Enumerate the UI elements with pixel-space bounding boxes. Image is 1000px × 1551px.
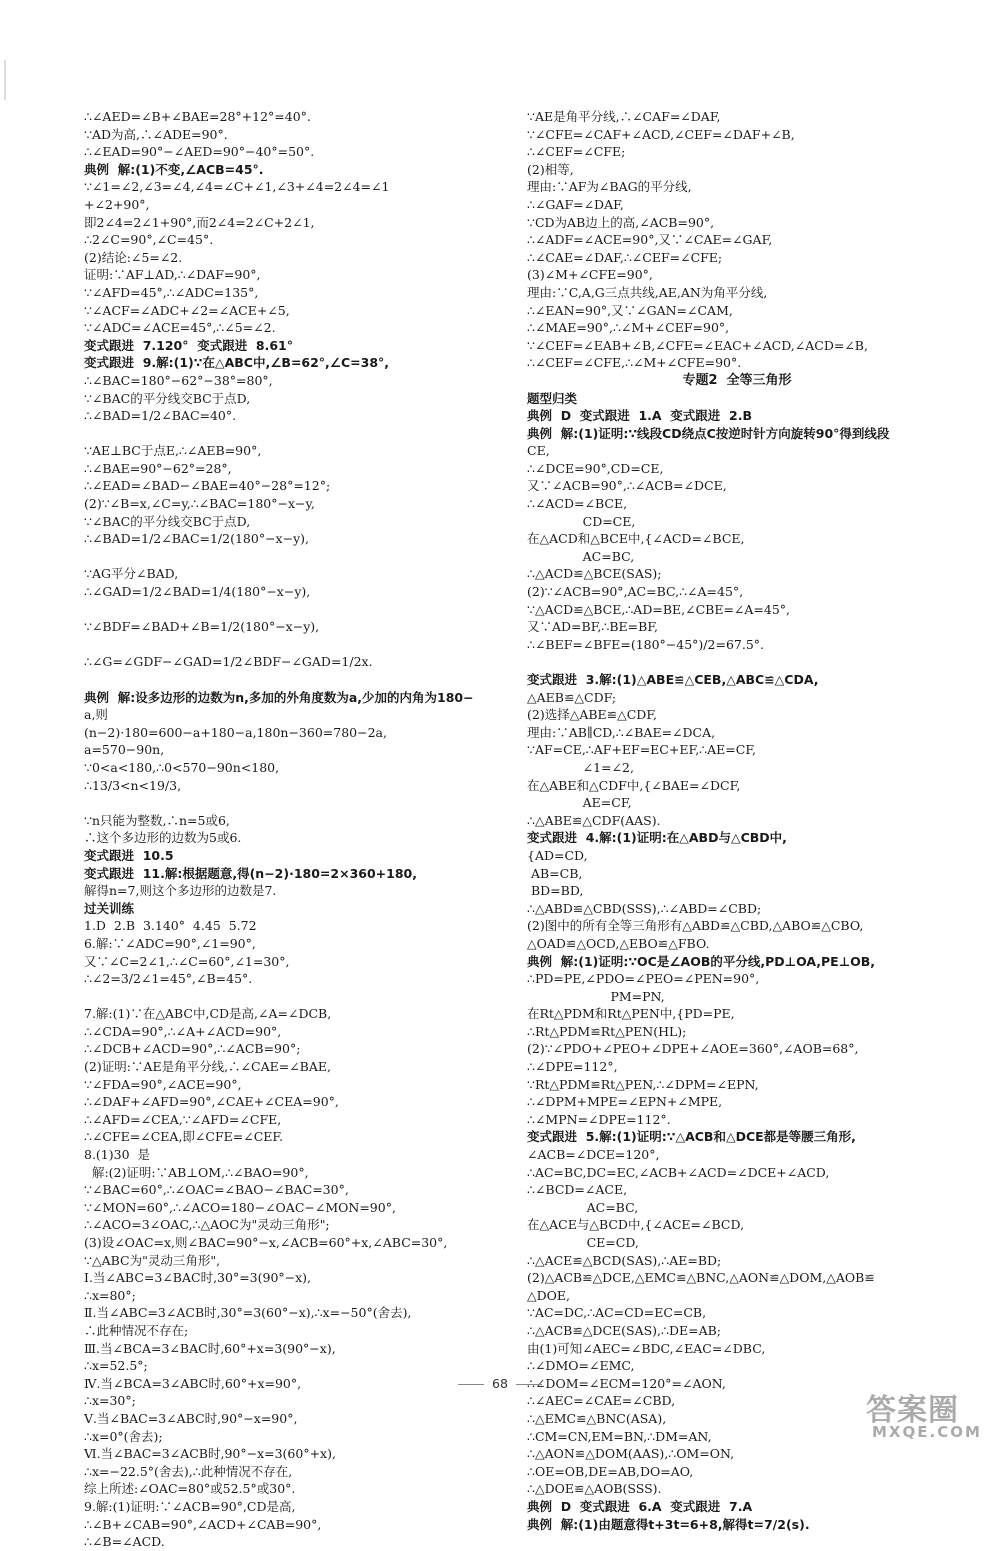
text-line: ∵AE⊥BC于点E,∴∠AEB=90°,	[84, 443, 262, 459]
watermark-logo	[862, 1383, 982, 1447]
text-line: 8.(1)30 是	[84, 1147, 150, 1163]
text-line: 又∵∠C=2∠1,∴∠C=60°,∠1=30°,	[84, 953, 290, 969]
text-line: ∴△EMC≌△BNC(ASA),	[527, 1410, 667, 1426]
text-line: ∴∠2=3/2∠1=45°,∠B=45°.	[84, 971, 253, 987]
text-line: 典例 解:(1)证明:∵OC是∠AOB的平分线,PD⊥OA,PE⊥OB,	[527, 953, 876, 969]
binding-mark	[4, 60, 6, 100]
text-line: 题型归类	[527, 390, 578, 406]
text-line: 典例 解:(1)不变,∠ACB=45°.	[84, 161, 264, 177]
text-line: CE=CD,	[527, 1235, 639, 1250]
watermark-url: MXQE.COM	[872, 1423, 982, 1441]
text-line: ∴∠DMO=∠EMC,	[527, 1358, 635, 1374]
text-line: a=570−90n,	[84, 742, 165, 758]
text-line: PM=PN,	[527, 988, 665, 1004]
text-line: ∴△ACB≌△DCE(SAS),∴DE=AB;	[527, 1322, 722, 1338]
text-line: ∵0<a<180,∴0<570−90n<180,	[84, 759, 280, 775]
text-line: Ⅳ.当∠BCA=3∠ABC时,60°+x=90°,	[84, 1375, 302, 1391]
text-line: (3)∠M+∠CFE=90°,	[527, 267, 653, 283]
text-line: △OAD≌△OCD,△EBO≌△FBO.	[527, 935, 710, 951]
text-line: 典例 解:(1)证明:∵线段CD绕点C按逆时针方向旋转90°得到线段	[527, 425, 890, 441]
text-line: ∴∠BAC=180°−62°−38°=80°,	[84, 372, 273, 388]
text-line: ∴∠EAD=∠BAD−∠BAE=40°−28°=12°;	[84, 478, 331, 494]
text-line: ∵△ABC为"灵动三角形",	[84, 1252, 221, 1268]
text-line: 变式跟进 3.解:(1)△ABE≌△CEB,△ABC≌△CDA,	[527, 672, 819, 687]
text-line: (2)△ACB≌△DCE,△EMC≌△BNC,△AON≌△DOM,△AOB≌	[527, 1270, 875, 1286]
page-number-dash-right	[516, 1384, 542, 1385]
text-line: Ⅱ.当∠ABC=3∠ACB时,30°=3(60°−x),∴x=−50°(舍去),	[84, 1305, 412, 1321]
text-line: ∴此种情况不存在;	[84, 1322, 189, 1338]
text-line: Ⅴ.当∠BAC=3∠ABC时,90°−x=90°,	[84, 1410, 298, 1426]
text-line: ∵∠1=∠2,∠3=∠4,∠4=∠C+∠1,∠3+∠4=2∠4=∠1	[84, 179, 390, 195]
text-line: ∴∠CFE=∠CEA,即∠CFE=∠CEF.	[84, 1129, 284, 1145]
text-line: Ⅵ.当∠BAC=3∠ACB时,90°−x=3(60°+x),	[84, 1446, 336, 1462]
watermark-text: 答案圈	[866, 1393, 959, 1428]
text-line: 理由:∵C,A,G三点共线,AE,AN为角平分线,	[527, 284, 768, 300]
text-line: ∴∠CDA=90°,∴∠A+∠ACD=90°,	[84, 1023, 282, 1039]
text-line: ∴∠CEF=∠CFE,∴∠M+∠CFE=90°.	[527, 355, 742, 371]
text-line: 6.解:∵∠ADC=90°,∠1=90°,	[84, 935, 256, 951]
text-line: ∴∠DCE=90°,CD=CE,	[527, 460, 664, 476]
text-line	[84, 548, 496, 566]
text-line: 在△ACD和△BCE中,{∠ACD=∠BCE,	[527, 531, 745, 547]
text-line: 典例 解:(1)由题意得t+3t=6+8,解得t=7/2(s).	[527, 1516, 810, 1532]
text-line: ∴∠BAD=1/2∠BAC=1/2(180°−x−y),	[84, 531, 309, 547]
text-line: 典例 解:设多边形的边数为n,多加的外角度数为a,少加的内角为180−	[84, 689, 474, 705]
text-line: 专题2 全等三角形	[682, 372, 792, 388]
text-line: ∴∠AED=∠B+∠BAE=28°+12°=40°.	[84, 109, 311, 124]
text-line: 1.D 2.B 3.140° 4.45 5.72	[84, 918, 257, 934]
text-line: ∵∠BAC的平分线交BC于点D,	[84, 513, 251, 529]
text-line: (2)∵∠B=x,∠C=y,∴∠BAC=180°−x−y,	[84, 496, 315, 512]
text-line: 在Rt△PDM和Rt△PEN中,{PD=PE,	[527, 1006, 735, 1022]
text-line: ∴这个多边形的边数为5或6.	[84, 830, 242, 846]
text-line: ∴∠EAD=90°−∠AED=90°−40°=50°.	[84, 144, 315, 160]
text-line: 理由:∵AF为∠BAG的平分线,	[527, 179, 692, 195]
text-line: 即2∠4=2∠1+90°,而2∠4=2∠C+2∠1,	[84, 214, 315, 230]
text-line: ∵AD为高,∴∠ADE=90°.	[84, 126, 228, 142]
text-line: CD=CE,	[527, 513, 636, 529]
text-line: 变式跟进 9.解:(1)∵在△ABC中,∠B=62°,∠C=38°,	[84, 355, 390, 371]
text-line: AE=CF,	[527, 795, 632, 811]
text-line: ∵∠BAC的平分线交BC于点D,	[84, 390, 251, 406]
text-line: 变式跟进 5.解:(1)证明:∵△ACB和△DCE都是等腰三角形,	[527, 1129, 856, 1145]
text-line	[84, 425, 496, 443]
text-line: △AEB≌△CDF;	[527, 689, 617, 705]
text-line: ∵∠CEF=∠EAB+∠B,∠CFE=∠EAC+∠ACD,∠ACD=∠B,	[527, 337, 868, 353]
text-line: ∵∠ACF=∠ADC+∠2=∠ACE+∠5,	[84, 302, 290, 318]
text-line: (2)∵∠PDO+∠PEO+∠DPE+∠AOE=360°,∠AOB=68°,	[527, 1041, 859, 1057]
text-line: ∴x=52.5°;	[84, 1358, 148, 1374]
page-number-text: 68	[492, 1376, 508, 1391]
text-line: △DOE,	[527, 1287, 570, 1303]
text-line: ∴∠DCB+∠ACD=90°,∴∠ACB=90°;	[84, 1041, 301, 1057]
right-column	[527, 108, 947, 1533]
text-line: ∵△ACD≌△BCE,∴AD=BE,∠CBE=∠A=45°,	[527, 601, 791, 617]
text-line: (2)证明:∵AE是角平分线,∴∠CAE=∠BAE,	[84, 1059, 331, 1075]
text-line: ∵∠MON=60°,∴∠ACO=180−∠OAC−∠MON=90°,	[84, 1199, 396, 1215]
text-line: 由(1)可知∠AEC=∠BDC,∠EAC=∠DBC,	[527, 1340, 766, 1356]
text-line: ∵AC=DC,∴AC=CD=EC=CB,	[527, 1305, 707, 1321]
text-line: ∵∠BDF=∠BAD+∠B=1/2(180°−x−y),	[84, 619, 320, 635]
text-line: ∴Rt△PDM≌Rt△PEN(HL);	[527, 1023, 687, 1039]
text-line: ∴△ACD≌△BCE(SAS);	[527, 566, 662, 582]
text-line: 又∵∠ACB=90°,∴∠ACB=∠DCE,	[527, 478, 727, 494]
text-line: ∴∠MAE=90°,∴∠M+∠CEF=90°,	[527, 320, 730, 336]
text-line: ∴∠AEC=∠CAE=∠CBD,	[527, 1393, 676, 1409]
text-line: ∴∠BEF=∠BFE=(180°−45°)/2=67.5°.	[527, 636, 764, 652]
text-line: ∴∠DOM=∠ECM=120°=∠AON,	[527, 1375, 726, 1391]
page-number-dash-left	[458, 1384, 484, 1385]
text-line: CE,	[527, 443, 550, 459]
text-line: ∵AG平分∠BAD,	[84, 566, 179, 582]
text-line: ∴∠CAE=∠DAF,∴∠CEF=∠CFE;	[527, 249, 723, 265]
text-line	[84, 671, 496, 689]
text-line: ∴△ACE≌△BCD(SAS),∴AE=BD;	[527, 1252, 722, 1268]
text-line: ∴∠DPM+MPE=∠EPN+∠MPE,	[527, 1094, 723, 1110]
text-line: {AD=CD,	[527, 847, 588, 863]
text-line: 变式跟进 4.解:(1)证明:在△ABD与△CBD中,	[527, 830, 787, 846]
text-line: ∴∠B=∠ACD.	[84, 1534, 165, 1550]
text-line: (3)设∠OAC=x,则∠BAC=90°−x,∠ACB=60°+x,∠ABC=30°,	[84, 1235, 448, 1250]
text-line: a,则	[84, 707, 108, 723]
text-line: 7.解:(1)∵在△ABC中,CD是高,∠A=∠DCB,	[84, 1006, 332, 1022]
text-line: ∠1=∠2,	[527, 759, 634, 775]
text-line: AC=BC,	[527, 1199, 639, 1215]
text-line	[84, 794, 496, 812]
text-line: ∴∠BCD=∠ACE,	[527, 1182, 628, 1198]
text-line: 解:(2)证明:∵AB⊥OM,∴∠BAO=90°,	[84, 1164, 309, 1180]
text-line: ∴∠BAD=1/2∠BAC=40°.	[84, 408, 237, 424]
text-line: (2)相等,	[527, 161, 574, 177]
text-line: (n−2)·180=600−a+180−a,180n−360=780−2a,	[84, 724, 387, 740]
text-line: Ⅰ.当∠ABC=3∠BAC时,30°=3(90°−x),	[84, 1270, 312, 1286]
text-line: ∴∠ACD=∠BCE,	[527, 496, 628, 512]
text-line	[527, 653, 947, 671]
left-column	[84, 108, 496, 1551]
text-line: ∴∠BAE=90°−62°=28°,	[84, 460, 232, 476]
text-line	[84, 988, 496, 1006]
text-line: (2)结论:∠5=∠2.	[84, 249, 183, 265]
text-line	[84, 636, 496, 654]
text-line: ∴∠CEF=∠CFE;	[527, 144, 626, 160]
text-line: 变式跟进 10.5	[84, 847, 174, 863]
text-line: ∴x=80°;	[84, 1287, 136, 1303]
text-line: ∵∠CFE=∠CAF+∠ACD,∠CEF=∠DAF+∠B,	[527, 126, 795, 142]
text-line: ∴△ABD≌△CBD(SSS),∴∠ABD=∠CBD;	[527, 900, 762, 916]
text-line: ∴OE=OB,DE=AB,DO=AO,	[527, 1463, 694, 1479]
text-line: ∴CM=CN,EM=BN,∴DM=AN,	[527, 1428, 712, 1444]
text-line: ∴∠DPE=112°,	[527, 1059, 618, 1075]
text-line: ∴x=30°;	[84, 1393, 136, 1409]
text-line: ∴2∠C=90°,∠C=45°.	[84, 232, 214, 248]
text-line: ∴∠G=∠GDF−∠GAD=1/2∠BDF−∠GAD=1/2x.	[84, 654, 373, 670]
text-line: ∠ACB=∠DCE=120°,	[527, 1147, 660, 1163]
text-line: 解得n=7,则这个多边形的边数是7.	[84, 883, 277, 899]
text-line: ∴∠ACO=3∠OAC,∴△AOC为"灵动三角形";	[84, 1217, 330, 1233]
text-line: 9.解:(1)证明:∵∠ACB=90°,CD是高,	[84, 1498, 296, 1514]
text-line: ∵∠BAC=60°,∴∠OAC=∠BAO−∠BAC=30°,	[84, 1182, 349, 1198]
text-line: ∴∠EAN=90°,又∵∠GAN=∠CAM,	[527, 302, 733, 318]
text-line: ∵CD为AB边上的高,∠ACB=90°,	[527, 214, 715, 230]
text-line: 在△ACE与△BCD中,{∠ACE=∠BCD,	[527, 1217, 745, 1233]
text-line: +∠2+90°,	[84, 196, 150, 212]
page-number	[0, 1376, 1000, 1391]
text-line: Ⅲ.当∠BCA=3∠BAC时,60°+x=3(90°−x),	[84, 1340, 336, 1356]
text-line: ∴AC=BC,DC=EC,∠ACB+∠ACD=∠DCE+∠ACD,	[527, 1164, 830, 1180]
text-line: (2)选择△ABE≌△CDF,	[527, 707, 658, 723]
text-line: ∵AE是角平分线,∴∠CAF=∠DAF,	[527, 109, 721, 124]
text-line: 典例 D 变式跟进 1.A 变式跟进 2.B	[527, 408, 752, 424]
text-line: ∴x=−22.5°(舍去),∴此种情况不存在,	[84, 1463, 293, 1479]
text-line: ∴∠ADF=∠ACE=90°,又∵∠CAE=∠GAF,	[527, 232, 773, 248]
text-line: ∴13/3<n<19/3,	[84, 777, 182, 793]
text-line: ∴△ABE≌△CDF(AAS).	[527, 812, 661, 828]
text-line: ∴∠B+∠CAB=90°,∠ACD+∠CAB=90°,	[84, 1516, 322, 1532]
text-line	[84, 601, 496, 619]
text-line: ∴∠GAD=1/2∠BAD=1/4(180°−x−y),	[84, 584, 311, 600]
text-line: (2)∵∠ACB=90°,AC=BC,∴∠A=45°,	[527, 584, 744, 600]
text-line: ∴△DOE≌△AOB(SSS).	[527, 1481, 662, 1497]
text-line: 理由:∵AB∥CD,∴∠BAE=∠DCA,	[527, 724, 716, 740]
text-line: ∵∠AFD=45°,∴∠ADC=135°,	[84, 284, 259, 300]
text-line: AB=CB,	[527, 865, 583, 881]
text-line: AC=BC,	[527, 548, 635, 564]
text-line: BD=BD,	[527, 883, 584, 899]
text-line: 证明:∵AF⊥AD,∴∠DAF=90°,	[84, 267, 261, 283]
text-line: ∴PD=PE,∠PDO=∠PEO=∠PEN=90°,	[527, 971, 760, 987]
text-line: ∵AF=CE,∴AF+EF=EC+EF,∴AE=CF,	[527, 742, 757, 758]
text-line: ∴∠GAF=∠DAF,	[527, 196, 624, 212]
text-line: ∵Rt△PDM≌Rt△PEN,∴∠DPM=∠EPN,	[527, 1076, 759, 1092]
text-line: 过关训练	[84, 900, 135, 916]
text-line: ∴∠DAF+∠AFD=90°,∠CAE+∠CEA=90°,	[84, 1094, 339, 1110]
text-line: ∴x=0°(舍去);	[84, 1428, 163, 1444]
text-line: ∵∠ADC=∠ACE=45°,∴∠5=∠2.	[84, 320, 276, 336]
text-line: ∵∠FDA=90°,∠ACE=90°,	[84, 1076, 242, 1092]
text-line: ∵n只能为整数,∴n=5或6,	[84, 812, 230, 828]
text-line: 又∵AD=BF,∴BE=BF,	[527, 619, 659, 635]
text-line: 在△ABE和△CDF中,{∠BAE=∠DCF,	[527, 777, 741, 793]
text-line: 变式跟进 11.解:根据题意,得(n−2)·180=2×360+180,	[84, 865, 417, 881]
text-line: 变式跟进 7.120° 变式跟进 8.61°	[84, 337, 293, 353]
text-line: 综上所述:∠OAC=80°或52.5°或30°.	[84, 1481, 296, 1497]
text-line: ∴△AON≌△DOM(AAS),∴OM=ON,	[527, 1446, 735, 1462]
text-line: ∴∠MPN=∠DPE=112°.	[527, 1111, 671, 1127]
text-line: (2)图中的所有全等三角形有△ABD≌△CBD,△ABO≌△CBO,	[527, 918, 864, 934]
text-line: 典例 D 变式跟进 6.A 变式跟进 7.A	[527, 1498, 753, 1514]
text-line: ∴∠AFD=∠CEA,∵∠AFD=∠CFE,	[84, 1111, 282, 1127]
